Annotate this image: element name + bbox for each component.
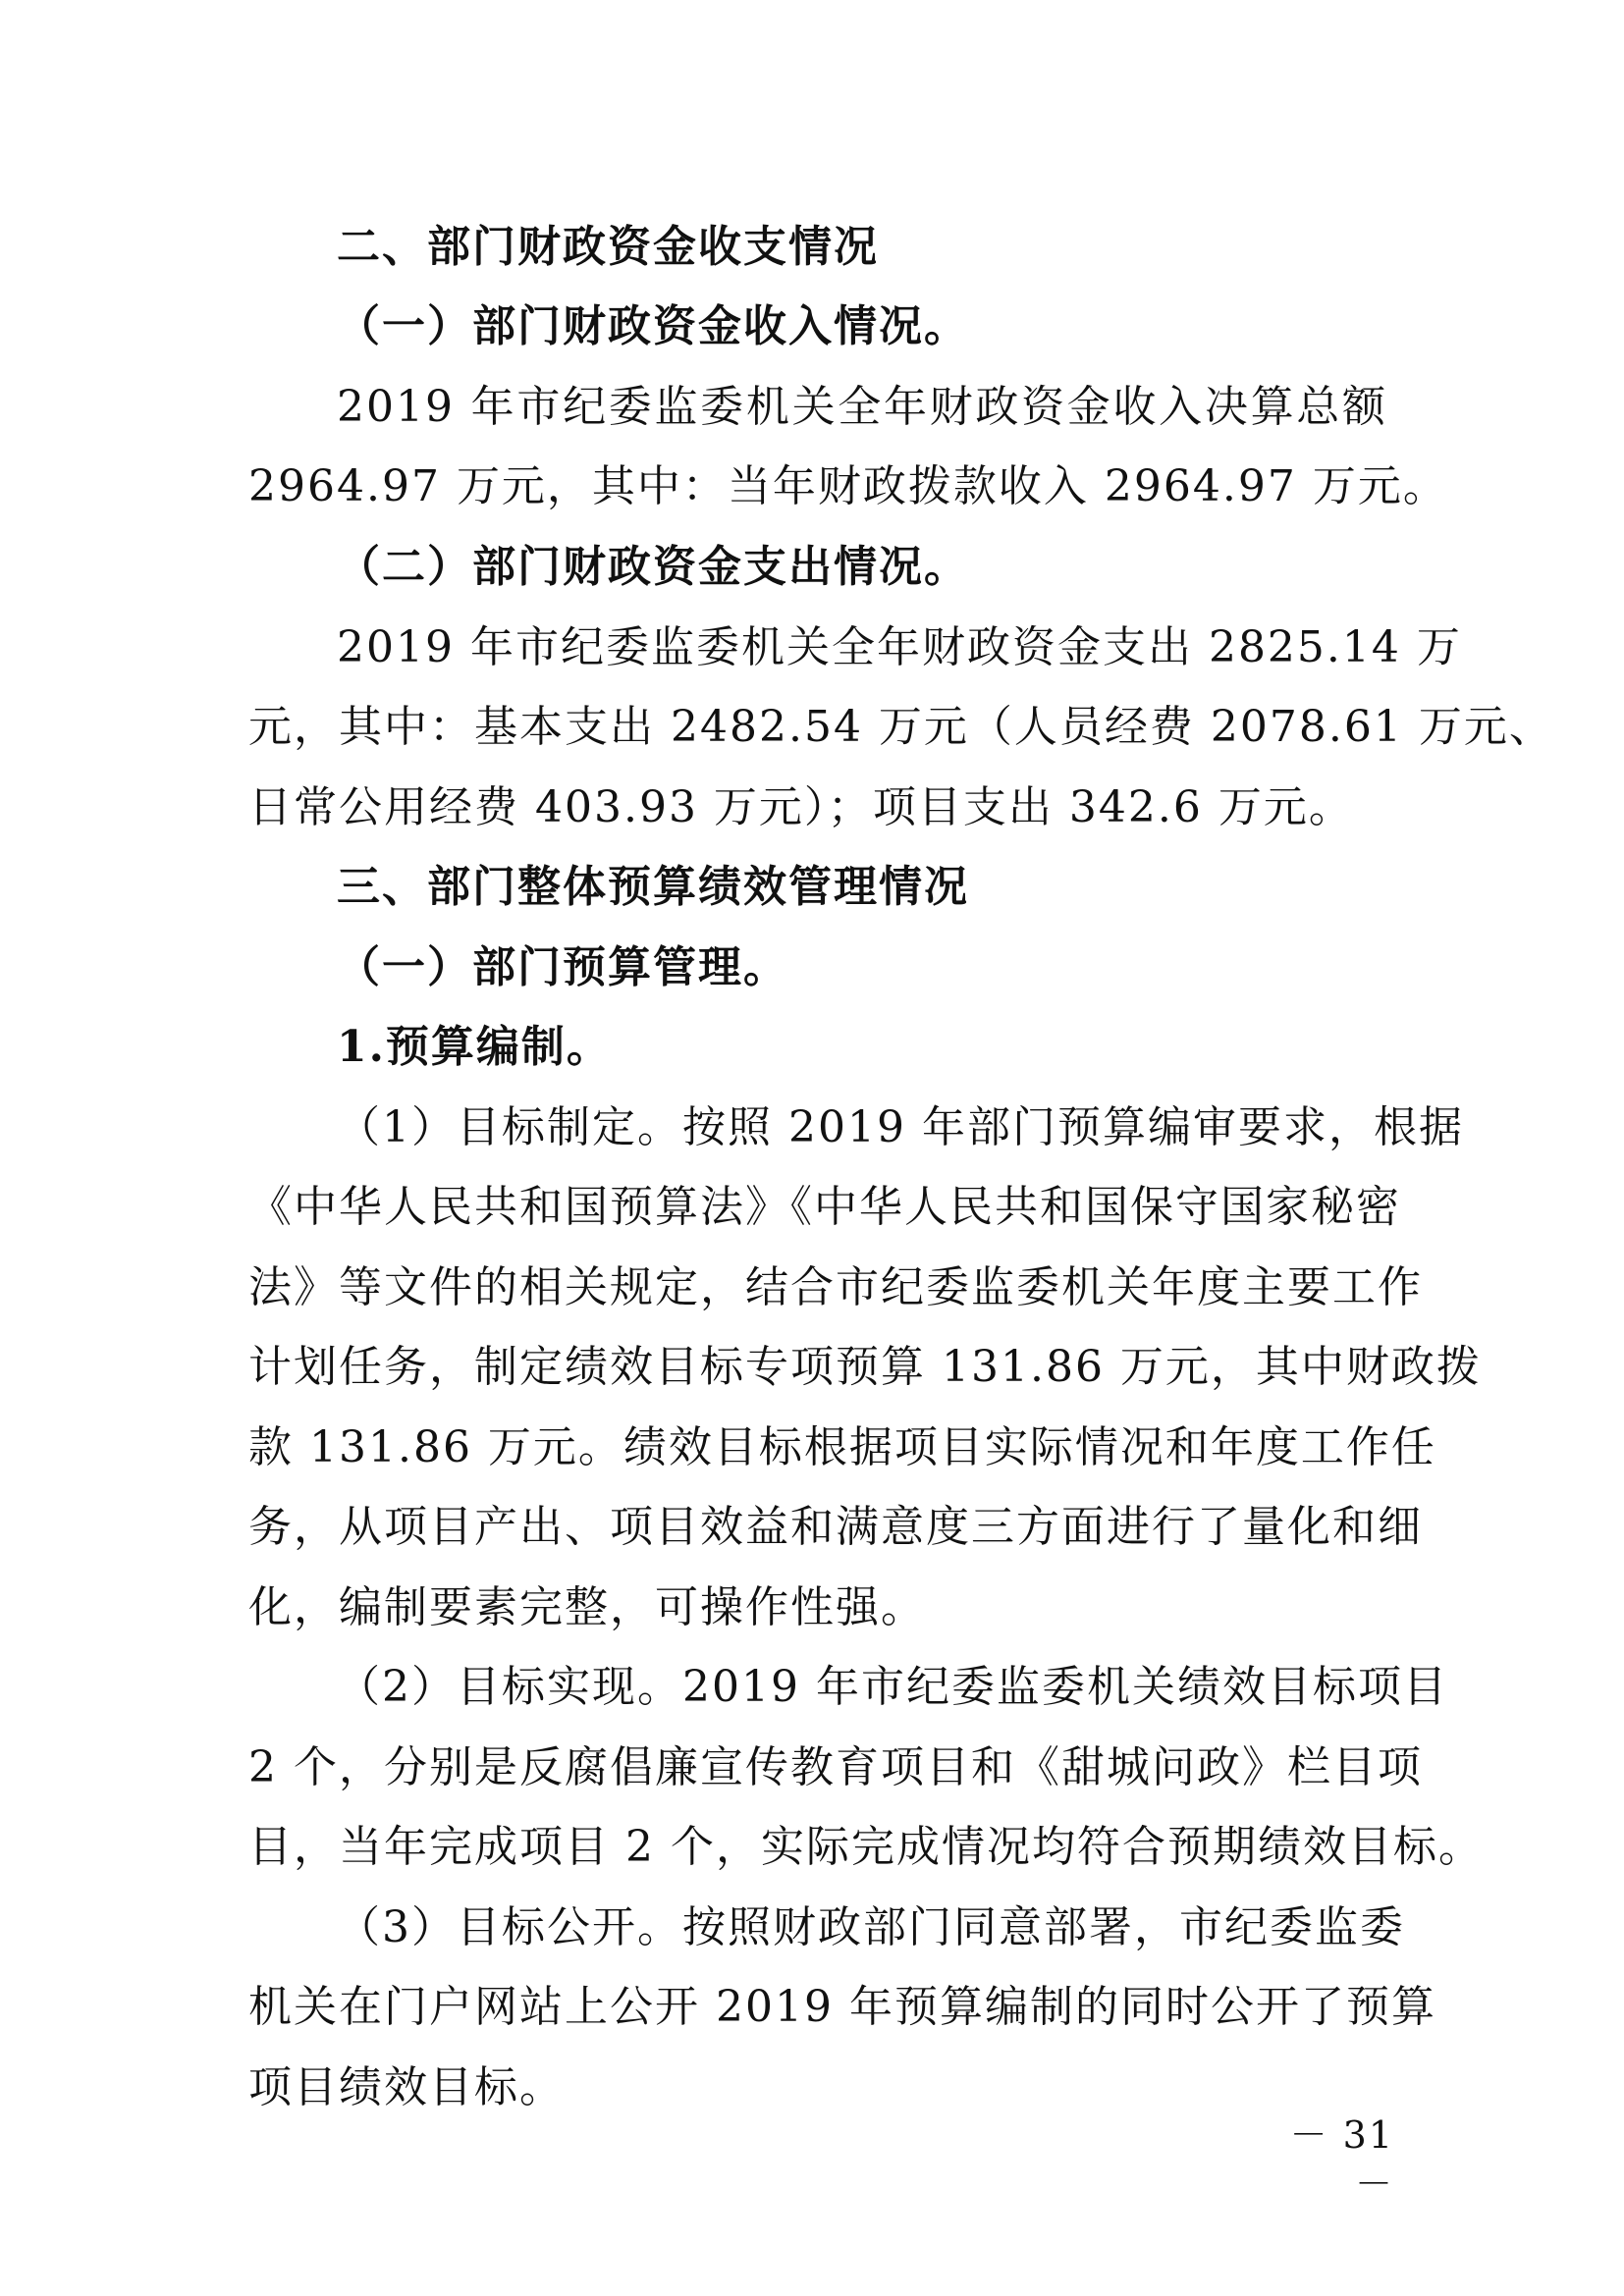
target-realization-line-2: 2 个，分别是反腐倡廉宣传教育项目和《甜城问政》栏目项	[248, 1742, 1423, 1792]
income-paragraph-line-1: 2019 年市纪委监委机关全年财政资金收入决算总额	[337, 382, 1387, 432]
target-realization-line-1: （2）目标实现。2019 年市纪委监委机关绩效目标项目	[337, 1662, 1448, 1712]
expense-paragraph-line-3: 日常公用经费 403.93 万元）；项目支出 342.6 万元。	[248, 782, 1354, 832]
target-setting-line-3: 法》等文件的相关规定，结合市纪委监委机关年度主要工作	[248, 1262, 1423, 1312]
target-setting-line-6: 务，从项目产出、项目效益和满意度三方面进行了量化和细	[248, 1502, 1423, 1552]
section-heading-3: 三、部门整体预算绩效管理情况	[337, 862, 969, 912]
item-heading-budget-preparation: 1.预算编制。	[337, 1022, 612, 1072]
target-setting-line-5: 款 131.86 万元。绩效目标根据项目实际情况和年度工作任	[248, 1422, 1436, 1472]
target-disclosure-line-1: （3）目标公开。按照财政部门同意部署，市纪委监委	[337, 1902, 1405, 1952]
section-heading-2: 二、部门财政资金收支情况	[337, 222, 879, 272]
income-paragraph-line-2: 2964.97 万元，其中：当年财政拨款收入 2964.97 万元。	[248, 461, 1448, 511]
target-setting-line-2: 《中华人民共和国预算法》《中华人民共和国保守国家秘密	[248, 1182, 1401, 1232]
target-setting-line-4: 计划任务，制定绩效目标专项预算 131.86 万元，其中财政拨	[248, 1342, 1482, 1392]
subsection-heading-budget-management: （一）部门预算管理。	[337, 942, 788, 992]
target-setting-line-7: 化，编制要素完整，可操作性强。	[248, 1582, 926, 1632]
target-setting-line-1: （1）目标制定。按照 2019 年部门预算编审要求，根据	[337, 1102, 1464, 1152]
target-disclosure-line-2: 机关在门户网站上公开 2019 年预算编制的同时公开了预算	[248, 1982, 1436, 2032]
page-number: － 31 －	[1289, 2113, 1394, 2206]
expense-paragraph-line-2: 元，其中：基本支出 2482.54 万元（人员经费 2078.61 万元、	[248, 702, 1554, 752]
subsection-heading-expense: （二）部门财政资金支出情况。	[337, 542, 969, 592]
target-realization-line-3: 目，当年完成项目 2 个，实际完成情况均符合预期绩效目标。	[248, 1822, 1484, 1872]
target-disclosure-line-3: 项目绩效目标。	[248, 2062, 565, 2112]
expense-paragraph-line-1: 2019 年市纪委监委机关全年财政资金支出 2825.14 万	[337, 622, 1462, 672]
subsection-heading-income: （一）部门财政资金收入情况。	[337, 301, 969, 351]
